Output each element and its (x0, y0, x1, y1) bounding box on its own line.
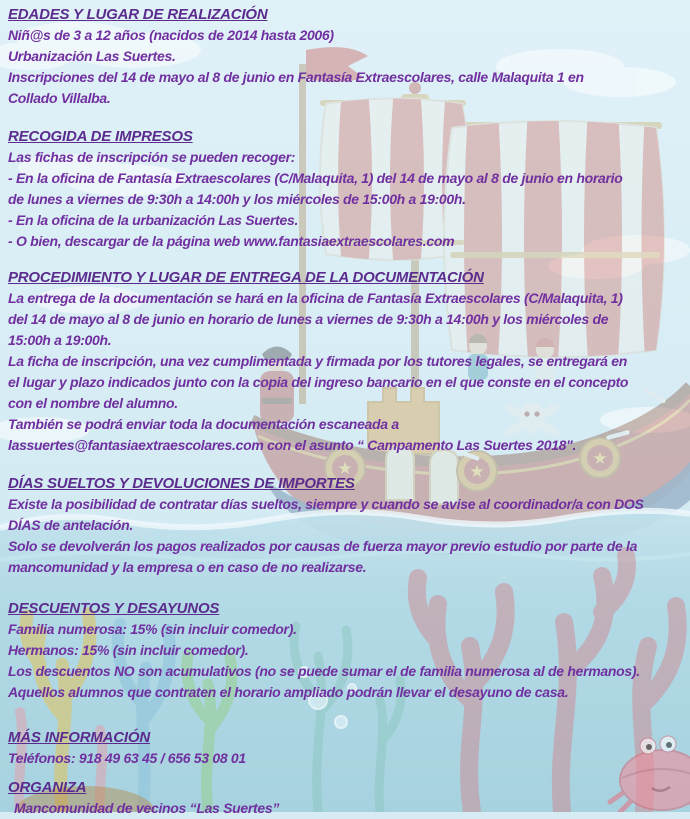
svg-text:★: ★ (469, 462, 485, 481)
svg-text:★: ★ (592, 449, 608, 468)
section-recogida-impresos (8, 126, 688, 252)
text-line: Aquellos alumnos que contraten el horario ampliado podrán llevar el desayuno de casa. (8, 684, 569, 700)
text-line: de lunes a viernes de 9:30h a 14:00h y los miércoles de 15:00h a 19:00h. (8, 191, 466, 207)
text-line: Familia numerosa: 15% (sin incluir comedor). (8, 621, 297, 637)
text-line: Hermanos: 15% (sin incluir comedor). (8, 642, 249, 658)
text-line-organizer: Mancomunidad de vecinos “Las Suertes” (14, 800, 280, 816)
text-line: con el nombre del alumno. (8, 395, 178, 411)
text-line: DÍAS de antelación. (8, 517, 133, 533)
svg-text:★: ★ (337, 459, 353, 478)
section-title: ORGANIZA (8, 779, 87, 796)
section-title: DESCUENTOS Y DESAYUNOS (8, 600, 220, 617)
text-line: - En la oficina de la urbanización Las Suertes. (8, 212, 299, 228)
text-line: Inscripciones del 14 de mayo al 8 de junio en Fantasía Extraescolares, calle Malaquita 1 en (8, 69, 584, 85)
text-line: - En la oficina de Fantasía Extraescolares (C/Malaquita, 1) del 14 de mayo al 8 de junio en horario (8, 170, 623, 186)
section-procedimiento-entrega (8, 267, 688, 456)
text-line: 15:00h a 19:00h. (8, 332, 112, 348)
text-line: el lugar y plazo indicados junto con la copia del ingreso bancario en el que conste en el concepto (8, 374, 629, 390)
text-line: Collado Villalba. (8, 90, 111, 106)
section-dias-sueltos (8, 473, 688, 578)
section-edades-lugar (8, 4, 688, 109)
section-descuentos-desayunos (8, 598, 688, 703)
text-line: Los descuentos NO son acumulativos (no se puede sumar el de familia numerosa al de hermanos). (8, 663, 640, 679)
section-title: EDADES Y LUGAR DE REALIZACIÓN (8, 6, 268, 23)
text-line: - O bien, descargar de la página web www.fantasiaextraescolares.com (8, 233, 455, 249)
section-organiza (8, 777, 688, 819)
text-line: Las fichas de inscripción se pueden recoger: (8, 149, 296, 165)
text-line: del 14 de mayo al 8 de junio en horario de lunes a viernes de 9:30h a 14:00h y los miércoles de (8, 311, 609, 327)
section-title: PROCEDIMIENTO Y LUGAR DE ENTREGA DE LA DOCUMENTACIÓN (8, 269, 484, 286)
section-title: RECOGIDA DE IMPRESOS (8, 128, 193, 145)
text-line: También se podrá enviar toda la documentación escaneada a (8, 416, 399, 432)
text-line-phones: Teléfonos: 918 49 63 45 / 656 53 08 01 (8, 750, 246, 766)
text-line: Existe la posibilidad de contratar días sueltos, siempre y cuando se avise al coordinador/a con DOS (8, 496, 644, 512)
section-title: DÍAS SUELTOS Y DEVOLUCIONES DE IMPORTES (8, 475, 355, 492)
text-line: La ficha de inscripción, una vez cumplimentada y firmada por los tutores legales, se entregará en (8, 353, 627, 369)
text-line: Niñ@s de 3 a 12 años (nacidos de 2014 hasta 2006) (8, 27, 334, 43)
text-line: Solo se devolverán los pagos realizados por causas de fuerza mayor previo estudio por parte de la (8, 538, 638, 554)
text-line: mancomunidad y la empresa o en caso de no realizarse. (8, 559, 367, 575)
section-title: MÁS INFORMACIÓN (8, 729, 150, 746)
text-line: La entrega de la documentación se hará en la oficina de Fantasía Extraescolares (C/Malaquita, 1) (8, 290, 623, 306)
text-line-email: lassuertes@fantasiaextraescolares.com con el asunto “ Campamento Las Suertes 2018". (8, 437, 577, 453)
section-mas-informacion (8, 727, 688, 769)
text-line: Urbanización Las Suertes. (8, 48, 176, 64)
